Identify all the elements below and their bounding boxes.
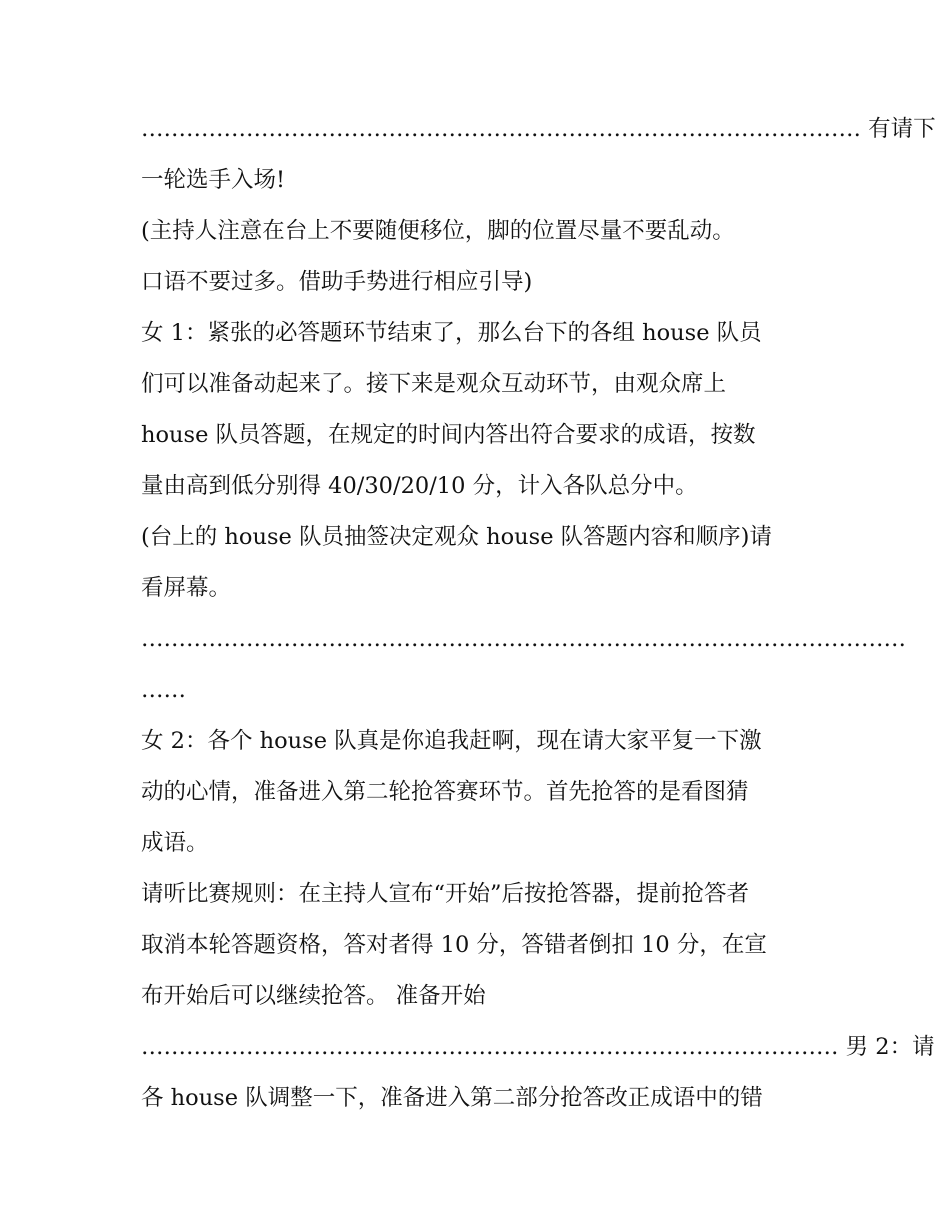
text-line: (台上的 house 队员抽签决定观众 house 队答题内容和顺序)请: [141, 524, 772, 550]
text-line: 量由高到低分别得 40/30/20/10 分，计入各队总分中。: [141, 473, 698, 499]
ellipsis-line: ……: [141, 677, 186, 703]
text-line: 口语不要过多。借助手势进行相应引导): [141, 269, 533, 295]
text-line: 取消本轮答题资格，答对者得 10 分，答错者倒扣 10 分，在宣: [141, 932, 767, 958]
ellipsis-line: …………………………………………………………………………………………: [141, 626, 906, 652]
text-line: 请听比赛规则：在主持人宣布“开始”后按抢答器，提前抢答者: [141, 881, 750, 907]
text-line: 一轮选手入场!: [141, 167, 286, 193]
text-line: 动的心情，准备进入第二轮抢答赛环节。首先抢答的是看图猜: [141, 779, 749, 805]
text-line: 成语。: [141, 830, 209, 856]
text-line: house 队员答题，在规定的时间内答出符合要求的成语，按数: [141, 422, 756, 448]
text-line: 看屏幕。: [141, 575, 232, 601]
text-line: 女 2：各个 house 队真是你追我赶啊，现在请大家平复一下激: [141, 728, 762, 754]
text-line: 布开始后可以继续抢答。 准备开始: [141, 983, 486, 1009]
text-line: 们可以准备动起来了。接下来是观众互动环节，由观众席上: [141, 371, 727, 397]
text-line: ………………………………………………………………………………… 男 2：请: [141, 1034, 935, 1060]
text-line: (主持人注意在台上不要随便移位，脚的位置尽量不要乱动。: [141, 218, 735, 244]
text-line: …………………………………………………………………………………… 有请下: [141, 116, 936, 142]
text-line: 女 1：紧张的必答题环节结束了，那么台下的各组 house 队员: [141, 320, 762, 346]
text-line: 各 house 队调整一下，准备进入第二部分抢答改正成语中的错: [141, 1085, 763, 1111]
